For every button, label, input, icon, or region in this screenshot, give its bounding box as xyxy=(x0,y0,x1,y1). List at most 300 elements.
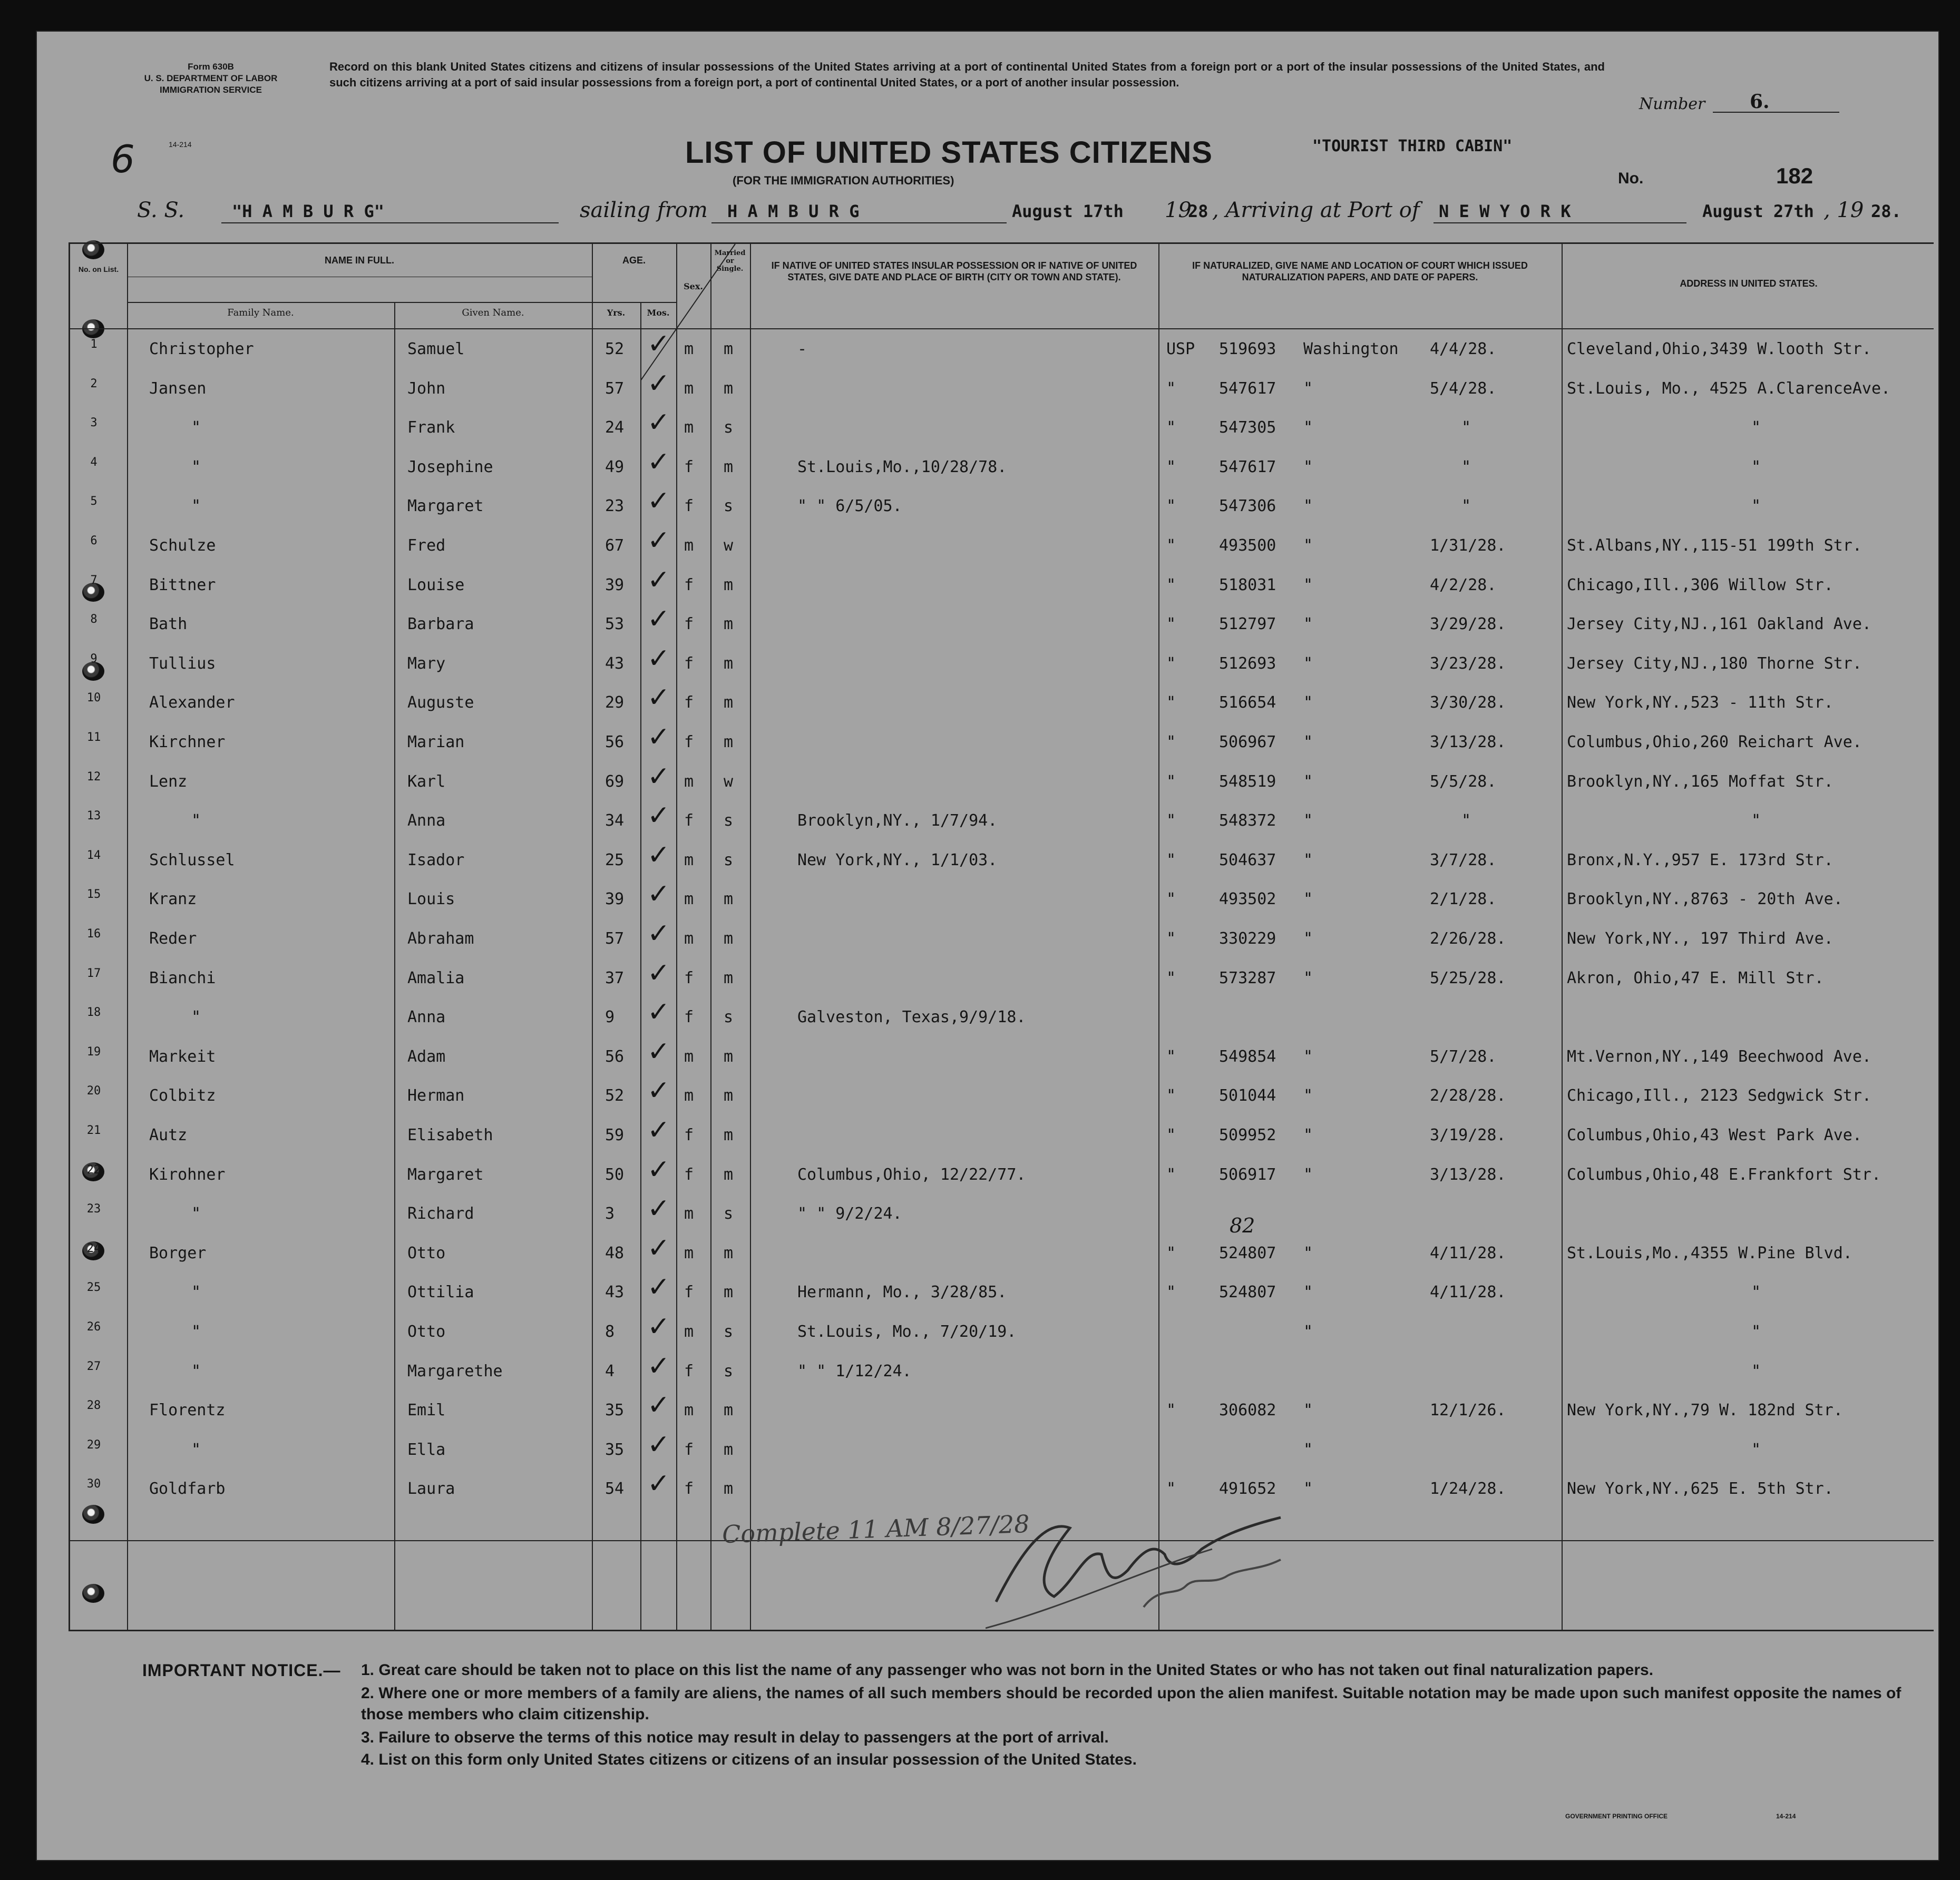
cell-ms: s xyxy=(724,1205,734,1223)
cell-ms: m xyxy=(724,1047,734,1066)
cell-age: 50 xyxy=(605,1165,625,1184)
cell-ms: m xyxy=(724,890,734,909)
completion-note: Complete 11 AM 8/27/28 xyxy=(721,1509,1030,1549)
cell-sex: m xyxy=(684,850,694,869)
cell-date: 4/11/28. xyxy=(1430,1243,1506,1262)
cell-court: " xyxy=(1303,1086,1313,1105)
table-row xyxy=(70,1114,1934,1151)
cell-nat-prefix: " xyxy=(1166,497,1176,516)
cell-sex: f xyxy=(684,615,694,634)
cell-given: Otto xyxy=(407,1243,446,1262)
cell-date: 3/7/28. xyxy=(1430,850,1497,869)
cell-court: " xyxy=(1303,1440,1313,1459)
cell-address: St.Louis,Mo.,4355 W.Pine Blvd. xyxy=(1567,1243,1852,1262)
cell-ms: m xyxy=(724,693,734,712)
cell-court: " xyxy=(1303,1243,1313,1262)
cell-birth: Hermann, Mo., 3/28/85. xyxy=(797,1283,1007,1302)
cell-sex: f xyxy=(684,733,694,751)
check-mark-icon: ✓ xyxy=(647,1271,670,1304)
cell-given: Fred xyxy=(407,536,446,555)
cell-court: " xyxy=(1303,379,1313,398)
cell-cert: 547305 xyxy=(1219,418,1276,437)
cell-age: 9 xyxy=(605,1008,615,1027)
cell-nat-prefix: " xyxy=(1166,379,1176,398)
cell-family: Kirchner xyxy=(149,733,226,751)
cell-ms: w xyxy=(724,772,734,791)
departure-port: H A M B U R G xyxy=(727,201,860,221)
cell-ms: m xyxy=(724,929,734,948)
check-mark-icon: ✓ xyxy=(647,407,670,439)
cell-nat-prefix: " xyxy=(1166,811,1176,830)
cell-nat-prefix: " xyxy=(1166,615,1176,634)
cell-given: Otto xyxy=(407,1323,446,1341)
cell-no: 27 xyxy=(86,1359,101,1373)
cell-ms: m xyxy=(724,1086,734,1105)
cell-sex: f xyxy=(684,1126,694,1144)
cell-sex: m xyxy=(684,772,694,791)
cell-family: Kranz xyxy=(149,890,197,909)
cell-given: Anna xyxy=(407,1008,446,1027)
list-number-value: 182 xyxy=(1776,163,1813,188)
cell-sex: f xyxy=(684,968,694,987)
cell-court: " xyxy=(1303,536,1313,555)
cell-age: 4 xyxy=(605,1362,615,1380)
cell-court: " xyxy=(1303,1401,1313,1420)
cell-sex: f xyxy=(684,1008,694,1027)
col-no: No. on List. xyxy=(78,265,119,273)
cell-no: 8 xyxy=(90,613,97,626)
cell-address: " xyxy=(1751,457,1761,476)
cell-family: Borger xyxy=(149,1243,207,1262)
cell-ms: m xyxy=(724,733,734,751)
cell-ms: s xyxy=(724,1323,734,1341)
check-mark-icon: ✓ xyxy=(647,878,670,910)
cell-family: Christopher xyxy=(149,340,254,358)
service-name: IMMIGRATION SERVICE xyxy=(160,85,262,95)
cell-cert: 504637 xyxy=(1219,850,1276,869)
cell-no: 10 xyxy=(86,691,101,705)
check-mark-icon: ✓ xyxy=(647,1428,670,1461)
cell-age: 29 xyxy=(605,693,625,712)
cell-address: Jersey City,NJ.,161 Oakland Ave. xyxy=(1567,615,1871,634)
cell-cert: 547306 xyxy=(1219,497,1276,516)
cell-family: Goldfarb xyxy=(149,1480,226,1499)
cell-cert: 518031 xyxy=(1219,575,1276,594)
cell-family: " xyxy=(191,811,201,830)
cell-age: 59 xyxy=(605,1126,625,1144)
voyage-line xyxy=(137,198,1929,230)
cell-no: 21 xyxy=(86,1124,101,1137)
cell-age: 23 xyxy=(605,497,625,516)
cell-address: Brooklyn,NY.,165 Moffat Str. xyxy=(1567,772,1834,791)
cell-court: " xyxy=(1303,693,1313,712)
table-row xyxy=(70,1232,1934,1269)
cell-age: 3 xyxy=(605,1205,615,1223)
notice-item: 4. List on this form only United States citizens or citizens of an insular possession of the United States. xyxy=(361,1751,1137,1768)
page-subtitle: (FOR THE IMMIGRATION AUTHORITIES) xyxy=(733,174,954,187)
cell-no: 16 xyxy=(86,927,101,941)
department-name: U. S. DEPARTMENT OF LABOR xyxy=(144,73,278,83)
sailing-year: 28 xyxy=(1188,201,1208,221)
cell-no: 29 xyxy=(86,1438,101,1452)
cell-no: 30 xyxy=(86,1477,101,1491)
cell-birth: " " 9/2/24. xyxy=(797,1205,902,1223)
cell-family: Jansen xyxy=(149,379,207,398)
cell-family: " xyxy=(191,1440,201,1459)
cell-sex: f xyxy=(684,1440,694,1459)
cell-sex: f xyxy=(684,811,694,830)
cell-family: " xyxy=(191,1008,201,1027)
cell-sex: f xyxy=(684,457,694,476)
check-mark-icon: ✓ xyxy=(647,1468,670,1500)
cell-birth: St.Louis,Mo.,10/28/78. xyxy=(797,457,1007,476)
cell-cert: 516654 xyxy=(1219,693,1276,712)
cell-no: 2 xyxy=(90,377,97,390)
cell-address: Chicago,Ill., 2123 Sedgwick Str. xyxy=(1567,1086,1871,1105)
cell-address: " xyxy=(1751,418,1761,437)
cell-no: 15 xyxy=(86,888,101,902)
cell-sex: m xyxy=(684,1243,694,1262)
table-row xyxy=(70,839,1934,876)
cell-cert: 509952 xyxy=(1219,1126,1276,1144)
cell-cert: 512797 xyxy=(1219,615,1276,634)
cell-sex: m xyxy=(684,1401,694,1420)
form-number: Form 630B xyxy=(188,62,234,72)
cell-age: 37 xyxy=(605,968,625,987)
cell-address: St.Louis, Mo., 4525 A.ClarenceAve. xyxy=(1567,379,1891,398)
cell-nat-prefix: " xyxy=(1166,536,1176,555)
form-identifier xyxy=(121,61,300,96)
cell-family: Bath xyxy=(149,615,188,634)
cell-given: Mary xyxy=(407,654,446,673)
ss-label: S. S. xyxy=(137,198,185,222)
cell-given: Marian xyxy=(407,733,465,751)
cell-nat-prefix: " xyxy=(1166,654,1176,673)
col-sex: Sex. xyxy=(684,281,703,291)
check-mark-icon: ✓ xyxy=(647,642,670,674)
cell-no: 14 xyxy=(86,848,101,862)
cell-age: 25 xyxy=(605,850,625,869)
cell-ms: m xyxy=(724,968,734,987)
cell-cert: 547617 xyxy=(1219,379,1276,398)
cell-family: Markeit xyxy=(149,1047,216,1066)
table-row xyxy=(70,1271,1934,1308)
cell-family: " xyxy=(191,1323,201,1341)
cell-nat-prefix: " xyxy=(1166,772,1176,791)
cell-date: 5/7/28. xyxy=(1430,1047,1497,1066)
table-row xyxy=(70,1350,1934,1387)
cell-family: Alexander xyxy=(149,693,235,712)
cell-nat-prefix: " xyxy=(1166,1165,1176,1184)
margin-mark: 6 xyxy=(111,137,135,181)
cell-sex: m xyxy=(684,418,694,437)
cell-address: Columbus,Ohio,48 E.Frankfort Str. xyxy=(1567,1165,1881,1184)
col-yrs: Yrs. xyxy=(607,308,626,318)
cell-ms: s xyxy=(724,850,734,869)
cell-date: " xyxy=(1461,811,1471,830)
number-label: Number xyxy=(1639,95,1705,113)
cell-ms: m xyxy=(724,1165,734,1184)
number-value: 6. xyxy=(1750,91,1770,113)
cell-sex: m xyxy=(684,1047,694,1066)
cell-nat-prefix: " xyxy=(1166,1047,1176,1066)
cell-birth: " " 1/12/24. xyxy=(797,1362,912,1380)
cell-nat-prefix: " xyxy=(1166,1086,1176,1105)
cell-cert: 82 xyxy=(1230,1214,1255,1238)
table-row xyxy=(70,1153,1934,1191)
cell-court: " xyxy=(1303,811,1313,830)
arrival-date: August 27th xyxy=(1702,201,1814,221)
cell-address: New York,NY., 197 Third Ave. xyxy=(1567,929,1834,948)
cell-date: 3/30/28. xyxy=(1430,693,1506,712)
cell-given: Samuel xyxy=(407,340,465,358)
cell-nat-prefix: " xyxy=(1166,850,1176,869)
cell-given: Auguste xyxy=(407,693,474,712)
check-mark-icon: ✓ xyxy=(647,957,670,989)
cell-no: 18 xyxy=(86,1006,101,1020)
cell-address: New York,NY.,523 - 11th Str. xyxy=(1567,693,1834,712)
cell-birth: - xyxy=(797,340,807,358)
cell-age: 54 xyxy=(605,1480,625,1499)
cell-nat-prefix: " xyxy=(1166,418,1176,437)
table-row xyxy=(70,1311,1934,1348)
cell-date: 2/26/28. xyxy=(1430,929,1506,948)
cell-birth: Columbus,Ohio, 12/22/77. xyxy=(797,1165,1026,1184)
cell-age: 43 xyxy=(605,654,625,673)
cell-ms: m xyxy=(724,615,734,634)
cell-ms: m xyxy=(724,575,734,594)
table-row xyxy=(70,642,1934,680)
col-age: AGE. xyxy=(622,255,646,266)
cell-ms: m xyxy=(724,1283,734,1302)
cell-given: Josephine xyxy=(407,457,493,476)
cell-date: 3/13/28. xyxy=(1430,733,1506,751)
cell-nat-prefix: " xyxy=(1166,1480,1176,1499)
cell-date: 3/13/28. xyxy=(1430,1165,1506,1184)
record-instructions: Record on this blank United States citizens and citizens of insular possessions of the United States arriving at a port of continental United States from a foreign port or a port of the insular possessions of the United States, and such citizens arriving at a port of said insular possessions from a foreign port, a port of continental United States, or a port of another insular possession. xyxy=(329,60,1605,89)
check-mark-icon: ✓ xyxy=(647,760,670,792)
check-mark-icon: ✓ xyxy=(647,1232,670,1264)
cell-no: 22 xyxy=(86,1163,101,1177)
cell-address: " xyxy=(1751,811,1761,830)
cell-age: 43 xyxy=(605,1283,625,1302)
table-row xyxy=(70,760,1934,798)
cell-sex: f xyxy=(684,1480,694,1499)
cell-address: St.Albans,NY.,115-51 199th Str. xyxy=(1567,536,1862,555)
cell-birth: Galveston, Texas,9/9/18. xyxy=(797,1008,1026,1027)
col-mos: Mos. xyxy=(647,308,670,318)
cell-ms: s xyxy=(724,418,734,437)
cell-nat-prefix: " xyxy=(1166,1283,1176,1302)
cell-birth: Brooklyn,NY., 1/7/94. xyxy=(797,811,998,830)
cell-given: Louise xyxy=(407,575,465,594)
cell-given: Louis xyxy=(407,890,455,909)
cell-cert: 506917 xyxy=(1219,1165,1276,1184)
cell-given: Herman xyxy=(407,1086,465,1105)
table-row xyxy=(70,1193,1934,1238)
cell-court: " xyxy=(1303,1126,1313,1144)
cell-given: Abraham xyxy=(407,929,474,948)
cell-address: " xyxy=(1751,1362,1761,1380)
cell-family: Lenz xyxy=(149,772,188,791)
check-mark-icon: ✓ xyxy=(647,721,670,753)
cell-nat-prefix: " xyxy=(1166,575,1176,594)
cell-date: " xyxy=(1461,418,1471,437)
check-mark-icon: ✓ xyxy=(647,1035,670,1068)
printer-imprint: GOVERNMENT PRINTING OFFICE xyxy=(1565,1813,1668,1820)
cell-ms: m xyxy=(724,340,734,358)
check-mark-icon: ✓ xyxy=(647,525,670,556)
cell-age: 52 xyxy=(605,340,625,358)
passenger-table xyxy=(69,242,1934,1631)
arriving-label: , Arriving at Port of xyxy=(1212,198,1420,222)
cell-given: John xyxy=(407,379,446,398)
cell-nat-prefix: " xyxy=(1166,929,1176,948)
cell-court: Washington xyxy=(1303,340,1399,358)
cell-ms: m xyxy=(724,1243,734,1262)
cell-date: 3/19/28. xyxy=(1430,1126,1506,1144)
cell-address: Jersey City,NJ.,180 Thorne Str. xyxy=(1567,654,1862,673)
cell-given: Margaret xyxy=(407,1165,484,1184)
sailing-from-label: sailing from xyxy=(580,198,708,222)
ship-name: "H A M B U R G" xyxy=(232,201,384,221)
cell-date: " xyxy=(1461,457,1471,476)
cell-court: " xyxy=(1303,929,1313,948)
cell-address: " xyxy=(1751,497,1761,516)
cell-court: " xyxy=(1303,850,1313,869)
cell-family: Autz xyxy=(149,1126,188,1144)
cell-no: 19 xyxy=(86,1045,101,1059)
cell-sex: m xyxy=(684,929,694,948)
cell-no: 17 xyxy=(86,966,101,980)
check-mark-icon: ✓ xyxy=(647,996,670,1029)
col-name-in-full: NAME IN FULL. xyxy=(325,255,394,266)
cell-cert: 573287 xyxy=(1219,968,1276,987)
table-row xyxy=(70,367,1934,405)
cell-age: 52 xyxy=(605,1086,625,1105)
arrival-year-prefix: , 19 xyxy=(1824,198,1864,222)
cell-nat-prefix: " xyxy=(1166,1243,1176,1262)
cell-date: 4/4/28. xyxy=(1430,340,1497,358)
cell-date: 3/29/28. xyxy=(1430,615,1506,634)
cell-date: 5/25/28. xyxy=(1430,968,1506,987)
cell-court: " xyxy=(1303,968,1313,987)
cell-given: Laura xyxy=(407,1480,455,1499)
cell-birth: " " 6/5/05. xyxy=(797,497,902,516)
check-mark-icon: ✓ xyxy=(647,1193,670,1225)
cell-age: 56 xyxy=(605,1047,625,1066)
cell-address: Mt.Vernon,NY.,149 Beechwood Ave. xyxy=(1567,1047,1871,1066)
check-mark-icon: ✓ xyxy=(647,918,670,949)
table-row xyxy=(70,603,1934,640)
cell-family: Schlussel xyxy=(149,850,235,869)
cell-ms: s xyxy=(724,811,734,830)
cell-age: 39 xyxy=(605,890,625,909)
cell-address: " xyxy=(1751,1440,1761,1459)
check-mark-icon: ✓ xyxy=(647,564,670,596)
cell-age: 34 xyxy=(605,811,625,830)
cell-age: 57 xyxy=(605,379,625,398)
check-mark-icon: ✓ xyxy=(647,1075,670,1107)
cell-family: " xyxy=(191,497,201,516)
cell-sex: m xyxy=(684,1086,694,1105)
cell-sex: f xyxy=(684,654,694,673)
cell-court: " xyxy=(1303,1480,1313,1499)
cell-sex: f xyxy=(684,575,694,594)
table-row xyxy=(70,878,1934,915)
cell-cert: 548372 xyxy=(1219,811,1276,830)
cell-given: Barbara xyxy=(407,615,474,634)
cell-no: 7 xyxy=(90,573,97,587)
cell-given: Ella xyxy=(407,1440,446,1459)
cell-age: 39 xyxy=(605,575,625,594)
cell-ms: m xyxy=(724,1440,734,1459)
check-mark-icon: ✓ xyxy=(647,682,670,714)
cell-family: Florentz xyxy=(149,1401,226,1420)
cell-given: Anna xyxy=(407,811,446,830)
cell-no: 24 xyxy=(86,1241,101,1255)
col-marital: Married or Single. xyxy=(714,249,746,273)
cell-cert: 493500 xyxy=(1219,536,1276,555)
cell-address: Brooklyn,NY.,8763 - 20th Ave. xyxy=(1567,890,1843,909)
table-row xyxy=(70,918,1934,955)
cabin-class: "TOURIST THIRD CABIN" xyxy=(1312,137,1513,155)
cell-date: 2/1/28. xyxy=(1430,890,1497,909)
cell-court: " xyxy=(1303,890,1313,909)
check-mark-icon: ✓ xyxy=(647,1350,670,1382)
notice-label: IMPORTANT NOTICE.— xyxy=(142,1661,341,1680)
check-mark-icon: ✓ xyxy=(647,1311,670,1343)
cell-court: " xyxy=(1303,1047,1313,1066)
cell-address: Columbus,Ohio,260 Reichart Ave. xyxy=(1567,733,1862,751)
cell-cert: 491652 xyxy=(1219,1480,1276,1499)
form-code: 14-214 xyxy=(169,140,192,149)
cell-address: Chicago,Ill.,306 Willow Str. xyxy=(1567,575,1834,594)
table-row xyxy=(70,1035,1934,1073)
cell-family: Bianchi xyxy=(149,968,216,987)
notice-item: 3. Failure to observe the terms of this notice may result in delay to passengers at the port of arrival. xyxy=(361,1729,1109,1746)
col-address: ADDRESS IN UNITED STATES. xyxy=(1680,278,1818,289)
cell-birth: St.Louis, Mo., 7/20/19. xyxy=(797,1323,1017,1341)
cell-ms: w xyxy=(724,536,734,555)
cell-ms: m xyxy=(724,1126,734,1144)
cell-sex: f xyxy=(684,693,694,712)
page-title: LIST OF UNITED STATES CITIZENS xyxy=(685,135,1213,170)
cell-family: Tullius xyxy=(149,654,216,673)
cell-family: " xyxy=(191,418,201,437)
check-mark-icon: ✓ xyxy=(647,800,670,832)
manifest-sheet xyxy=(36,31,1939,1861)
col-given-name: Given Name. xyxy=(462,307,524,318)
cell-address: New York,NY.,625 E. 5th Str. xyxy=(1567,1480,1834,1499)
cell-age: 8 xyxy=(605,1323,615,1341)
cell-no: 5 xyxy=(90,495,97,508)
cell-no: 23 xyxy=(86,1202,101,1216)
cell-date: 1/24/28. xyxy=(1430,1480,1506,1499)
table-row xyxy=(70,407,1934,444)
notice-item: 1. Great care should be taken not to place on this list the name of any passenger who was not born in the United States or who has not taken out final naturalization papers. xyxy=(361,1661,1654,1679)
cell-no: 6 xyxy=(90,534,97,547)
cell-court: " xyxy=(1303,772,1313,791)
check-mark-icon: ✓ xyxy=(647,446,670,478)
cell-no: 12 xyxy=(86,770,101,784)
cell-family: Bittner xyxy=(149,575,216,594)
cell-sex: m xyxy=(684,1205,694,1223)
cell-birth: New York,NY., 1/1/03. xyxy=(797,850,998,869)
table-row xyxy=(70,485,1934,522)
col-family-name: Family Name. xyxy=(227,307,294,318)
table-row xyxy=(70,525,1934,562)
